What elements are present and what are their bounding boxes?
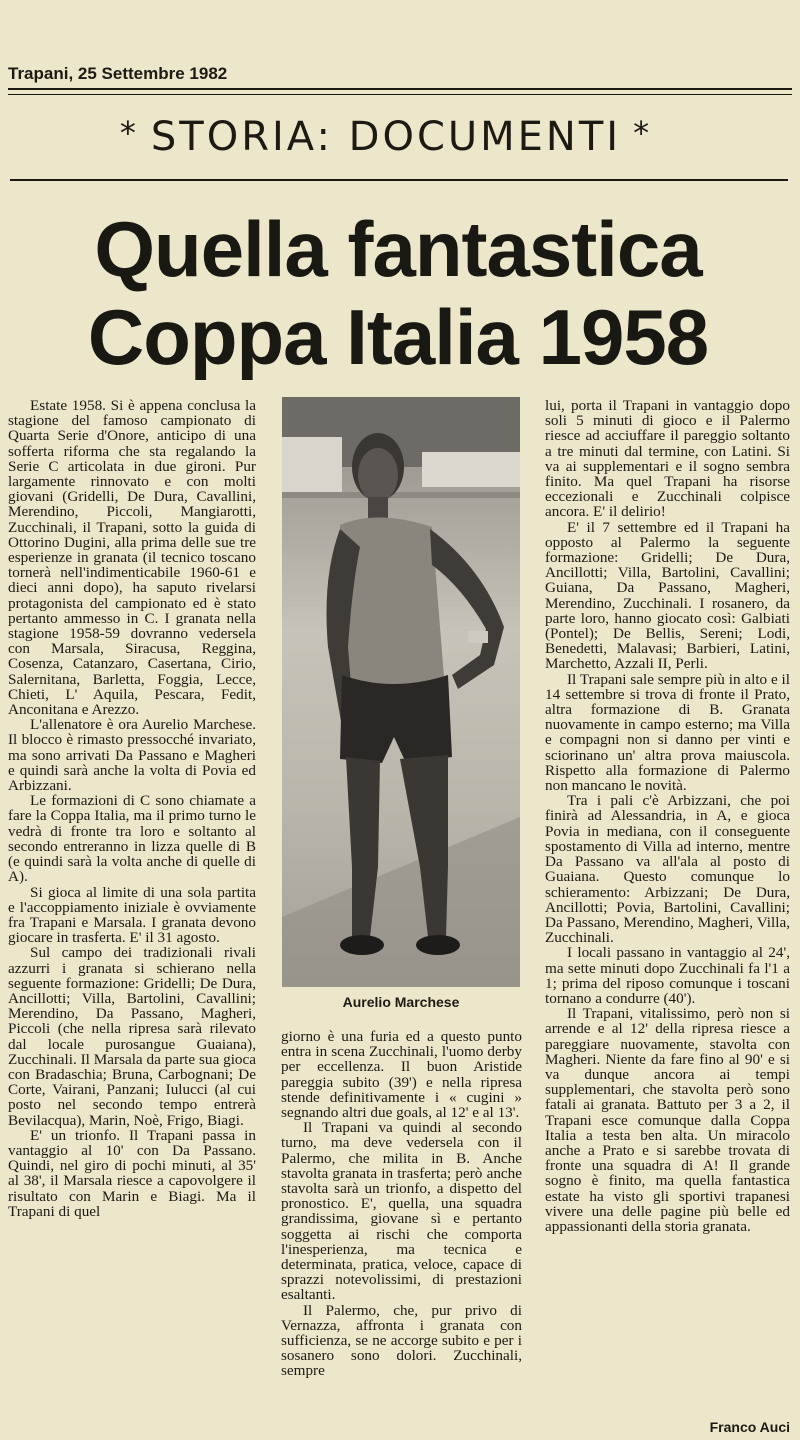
paragraph: Si gioca al limite di una sola partita e l'accoppiamento iniziale è ovviamente fra Trapani e Marsala. I granata devono giocare in trasferta. E' il 31 agosto. bbox=[8, 883, 256, 947]
paragraph: L'allenatore è ora Aurelio Marchese. Il blocco è rimasto pressocché invariato, ma sono arrivati Da Passano e Magheri e quindi sarà anche la volta di Povia ed Arbizzani. bbox=[8, 716, 256, 795]
section-kicker bbox=[10, 114, 762, 160]
asterisk-ornament-left: * bbox=[119, 114, 139, 152]
paragraph: Sul campo dei tradizionali rivali azzurri i granata si schierano nella seguente formazione: Gridelli; De Dura, Ancillotti; Villa, Bartolini, Cavallini; Merendino, Da Passano, Magheri, Piccoli (che nella ripresa sarà rilevato dal locale purosangue Guaiana), Zucchinali. Il Marsala da parte sua gioca con Bradaschia; Bruna, Carbognani; De Corte, Vairani, Panzani; Iulucci (al cui posto nel secondo tempo entrerà Bevilacqua), Marin, Noè, Frigo, Biagi. bbox=[8, 944, 256, 1129]
paragraph: I locali passano in vantaggio al 24', ma sette minuti dopo Zucchinali fa l'1 a 1; prima del riposo comunque i toscani tornano a condurre (40'). bbox=[545, 944, 790, 1007]
paragraph: Tra i pali c'è Arbizzani, che poi finirà ad Alessandria, in A, e gioca Povia in mediana, con il conseguente spostamento di Villa ad interno, mentre Da Passano va all'ala al posto di Guaiana. Questo comunque lo schieramento: Arbizzani; De Dura, Ancillotti; Povia, Bartolini, Cavallini; Da Passano, Merendino, Magheri, Villa, Zucchinali. bbox=[545, 792, 790, 947]
paragraph: E' il 7 settembre ed il Trapani ha opposto al Palermo la seguente formazione: Gridelli; De Dura, Ancillotti; Villa, Bartolini, Cavallini; Guiana, Da Passano, Magheri, Merendino, Zucchinali. I rosanero, da parte loro, hanno giocato così: Galbiati (Pontel); De Bellis, Sereni; Lodi, Benedetti, Malavasi; Barbieri, Latini, Marchetto, Azzali II, Perli. bbox=[545, 518, 790, 673]
dateline: Trapani, 25 Settembre 1982 bbox=[8, 64, 228, 83]
paragraph: Il Trapani sale sempre più in alto e il 14 settembre si trova di fronte il Prato, altra formazione di B. Granata nuovamente in campo esterno; ma Villa e compagni non si danno per vinti e sciorinano un' altra prova maiuscola. Rispetto alla formazione di Palermo non mancano le novità. bbox=[545, 670, 790, 795]
paragraph: lui, porta il Trapani in vantaggio dopo soli 5 minuti di gioco e il Palermo riesce ad acciuffare il pareggio soltanto a tre minuti dal termine, con Latini. Si va ai supplementari e il sogno sembra finito. Ma quel Trapani ha risorse eccezionali e Zucchinali colpisce ancora. E' il delirio! bbox=[545, 398, 790, 521]
top-rule-thick bbox=[8, 88, 792, 90]
paragraph: Il Palermo, che, pur privo di Vernazza, affronta i granata con sufficienza, se ne accorge subito e per i sosanero sono dolori. Zucchinali, sempre bbox=[281, 1301, 522, 1380]
kicker-label: STORIA: DOCUMENTI bbox=[150, 114, 622, 160]
headline bbox=[8, 205, 788, 381]
paragraph: E' un trionfo. Il Trapani passa in vantaggio al 10' con Da Passano. Quindi, nel giro di pochi minuti, al 35' al 38', il Marsala riesce a capovolgere il risultato con Marin e Biagi. Ma il Trapani di quel bbox=[8, 1126, 256, 1220]
photo-caption: Aurelio Marchese bbox=[342, 994, 460, 1010]
headline-line-2: Coppa Italia 1958 bbox=[87, 293, 709, 381]
article-column-2 bbox=[281, 1029, 522, 1439]
article-column-3 bbox=[545, 398, 790, 1438]
paragraph: Estate 1958. Si è appena conclusa la stagione del famoso campionato di Quarta Serie d'Onore, anticipo di una sofferta riforma che sta regalando la Serie C articolata in due gironi. Pur largamente rinnovato e con molti giovani (Gridelli, De Dura, Cavallini, Merendino, Piccoli, Mangiarotti, Zucchinali, il Trapani, sotto la guida di Ottorino Dugini, alla prima delle sue tre esperienze in granata (il tecnico toscano tornerà nell'indimenticabile 1960-61 e dieci anni dopo), ha saputo rivelarsi protagonista del campionato ed è stato pertanto ammesso in C. I granata nella stagione 1958-59 dovranno vedersela con Marsala, Siracusa, Reggina, Cosenza, Catanzaro, Casertana, Cirio, Salernitana, Barletta, Foggia, Lecce, Chieti, L' Aquila, Pescara, Fedit, Anconitana e Arezzo. bbox=[8, 398, 256, 719]
paragraph: Il Trapani va quindi al secondo turno, ma deve vedersela con il Palermo, che milita in B. Anche stavolta granata in trasferta; però anche stavolta sarà un trionfo, a dispetto del pronostico. E', quella, una squadra grandissima, giovane sì e pertanto soggetta ai rischi che comporta l'inesperienza, ma tecnica e determinata, pratica, veloce, capace di sprazzi notevolissimi, di prestazioni esaltanti. bbox=[281, 1119, 522, 1304]
article-column-1 bbox=[8, 398, 256, 1438]
player-photo bbox=[282, 397, 520, 987]
kicker-underline bbox=[10, 179, 788, 181]
headline-line-1: Quella fantastica bbox=[94, 205, 702, 293]
top-rule-thin bbox=[8, 94, 792, 95]
paragraph: giorno è una furia ed a questo punto entra in scena Zucchinali, l'uomo derby per eccellenza. Il buon Aristide pareggia subito (39') e nella ripresa stende definitivamente i « cugini » segnando altri due goals, al 12' e al 13'. bbox=[281, 1029, 522, 1122]
paragraph: Le formazioni di C sono chiamate a fare la Coppa Italia, ma il primo turno le vedrà di fronte tra loro e soltanto al secondo entreranno in lizza quelle di B (e quindi sarà la volta anche di quelle di A). bbox=[8, 792, 256, 886]
author-byline: Franco Auci bbox=[709, 1419, 790, 1435]
player-photo-illustration bbox=[282, 397, 520, 987]
asterisk-ornament-right: * bbox=[633, 114, 653, 152]
paragraph: Il Trapani, vitalissimo, però non si arrende e al 12' della ripresa riesce a pareggiare nuovamente, stavolta con Magheri. Niente da fare fino al 90' e si va dunque ancora ai tempi supplementari, che stavolta però sono fatali ai granata. Battuto per 3 a 2, il Trapani esce comunque dalla Coppa Italia a testa ben alta. Un miracolo anche a Prato e si sarebbe trovata di fronte una squadra di A! Il grande sogno è finito, ma quella fantastica estate ha visto gli sportivi trapanesi vivere una delle pagine più belle ed appassionanti della storia granata. bbox=[545, 1005, 790, 1235]
